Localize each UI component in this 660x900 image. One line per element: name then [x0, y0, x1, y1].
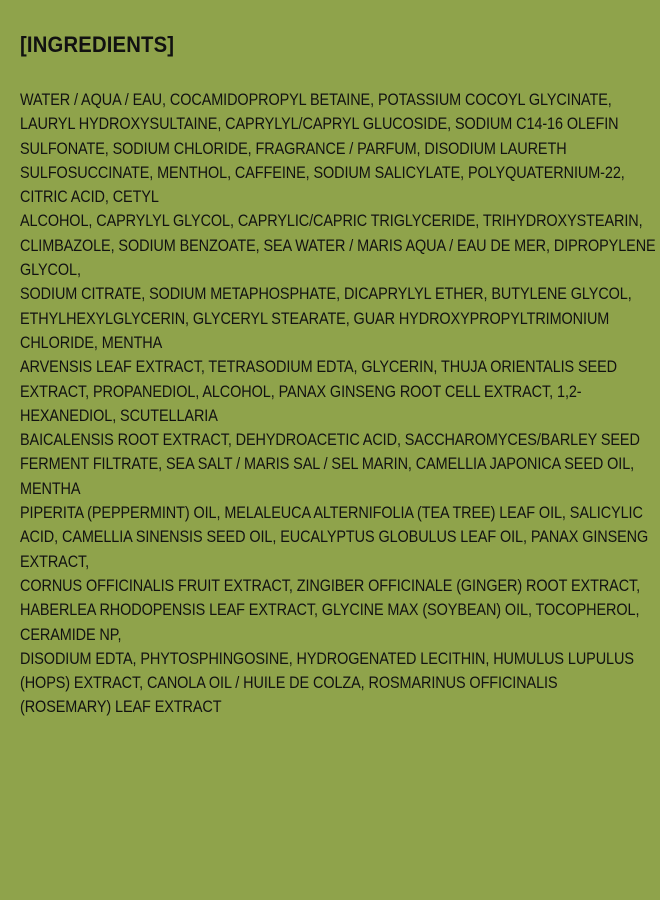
ingredient-line: FERMENT FILTRATE, SEA SALT / MARIS SAL / SEL MARIN, CAMELLIA JAPONICA SEED OIL,: [20, 454, 635, 474]
ingredient-line: MENTHA: [20, 478, 81, 498]
ingredient-line: (ROSEMARY) LEAF EXTRACT: [20, 697, 222, 717]
ingredient-line: EXTRACT, PROPANEDIOL, ALCOHOL, PANAX GINSENG ROOT CELL EXTRACT, 1,2-: [20, 381, 582, 401]
ingredient-line: PIPERITA (PEPPERMINT) OIL, MELALEUCA ALTERNIFOLIA (TEA TREE) LEAF OIL, SALICYLIC: [20, 503, 643, 523]
ingredient-line: SULFONATE, SODIUM CHLORIDE, FRAGRANCE / PARFUM, DISODIUM LAURETH: [20, 138, 567, 158]
ingredient-line: HABERLEA RHODOPENSIS LEAF EXTRACT, GLYCINE MAX (SOYBEAN) OIL, TOCOPHEROL,: [20, 600, 640, 620]
ingredient-line: EXTRACT,: [20, 551, 90, 571]
ingredients-heading: [INGREDIENTS]: [20, 32, 175, 57]
ingredient-line: ALCOHOL, CAPRYLYL GLYCOL, CAPRYLIC/CAPRIC TRIGLYCERIDE, TRIHYDROXYSTEARIN,: [20, 211, 643, 231]
ingredient-line: CORNUS OFFICINALIS FRUIT EXTRACT, ZINGIBER OFFICINALE (GINGER) ROOT EXTRACT,: [20, 575, 641, 595]
ingredient-line: CITRIC ACID, CETYL: [20, 187, 159, 207]
ingredient-line: DISODIUM EDTA, PHYTOSPHINGOSINE, HYDROGENATED LECITHIN, HUMULUS LUPULUS: [20, 648, 634, 668]
ingredient-line: GLYCOL,: [20, 260, 81, 280]
ingredient-line: CLIMBAZOLE, SODIUM BENZOATE, SEA WATER / MARIS AQUA / EAU DE MER, DIPROPYLENE: [20, 235, 656, 255]
ingredient-line: ARVENSIS LEAF EXTRACT, TETRASODIUM EDTA, GLYCERIN, THUJA ORIENTALIS SEED: [20, 357, 617, 377]
ingredient-line: CHLORIDE, MENTHA: [20, 332, 163, 352]
ingredient-line: CERAMIDE NP,: [20, 624, 122, 644]
ingredient-line: LAURYL HYDROXYSULTAINE, CAPRYLYL/CAPRYL GLUCOSIDE, SODIUM C14-16 OLEFIN: [20, 114, 619, 134]
ingredient-line: HEXANEDIOL, SCUTELLARIA: [20, 405, 218, 425]
ingredient-line: ETHYLHEXYLGLYCERIN, GLYCERYL STEARATE, GUAR HYDROXYPROPYLTRIMONIUM: [20, 308, 610, 328]
ingredient-line: ACID, CAMELLIA SINENSIS SEED OIL, EUCALYPTUS GLOBULUS LEAF OIL, PANAX GINSENG: [20, 527, 649, 547]
ingredient-line: SULFOSUCCINATE, MENTHOL, CAFFEINE, SODIUM SALICYLATE, POLYQUATERNIUM-22,: [20, 162, 625, 182]
ingredients-list: [20, 88, 656, 720]
ingredient-line: SODIUM CITRATE, SODIUM METAPHOSPHATE, DICAPRYLYL ETHER, BUTYLENE GLYCOL,: [20, 284, 632, 304]
ingredient-line: WATER / AQUA / EAU, COCAMIDOPROPYL BETAINE, POTASSIUM COCOYL GLYCINATE,: [20, 90, 612, 109]
ingredient-line: (HOPS) EXTRACT, CANOLA OIL / HUILE DE COLZA, ROSMARINUS OFFICINALIS: [20, 673, 558, 693]
ingredient-line: BAICALENSIS ROOT EXTRACT, DEHYDROACETIC ACID, SACCHAROMYCES/BARLEY SEED: [20, 430, 640, 450]
